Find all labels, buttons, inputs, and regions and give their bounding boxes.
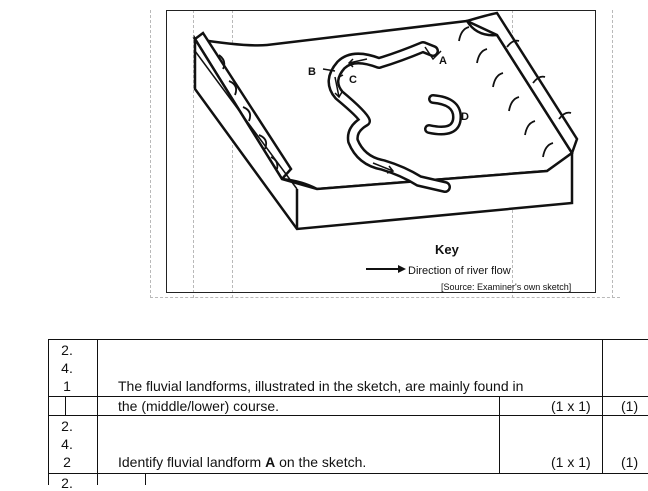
table-rule [602,339,603,473]
marks-breakdown: (1 x 1) [551,454,591,470]
table-rule [48,339,648,340]
table-rule [48,339,49,485]
marks-total: (1) [621,454,639,470]
question-text-content: Identify fluvial landform A on the sketch. [118,454,367,470]
table-rule [499,396,500,473]
question-text [118,454,366,470]
table-rule [48,415,648,416]
marks-total: (1) [621,398,639,414]
question-number-part: 4. [61,436,73,452]
table-rule [97,339,98,485]
question-text: the (middle/lower) course. [118,398,280,414]
label-a: A [439,55,447,67]
table-rule [48,396,648,397]
marks-breakdown: (1 x 1) [551,398,591,414]
flow-direction-arrow-icon [366,264,406,274]
meander-block-diagram [167,11,597,294]
landform-letter: A [265,454,276,470]
guide-line [150,10,151,298]
question-number-part: 1 [63,378,71,394]
table-rule [65,396,66,415]
river-sketch-figure [166,10,596,293]
question-text: The fluvial landforms, illustrated in the sketch, are mainly found in [118,378,524,394]
question-number-part: 2 [63,454,71,470]
table-rule [48,473,648,474]
guide-line [612,10,613,298]
table-rule [145,473,146,485]
key-item-text: Direction of river flow [408,265,511,277]
key-title: Key [435,242,459,257]
guide-line [150,297,620,298]
label-b: B [308,66,316,78]
question-number-part: 4. [61,360,73,376]
source-citation: [Source: Examiner's own sketch] [441,282,572,292]
label-c: C [349,74,357,86]
label-d: D [461,111,469,123]
question-number-part: 2. [61,418,73,434]
question-number-part: 2. [61,342,73,358]
question-number-part: 2. [61,475,73,491]
